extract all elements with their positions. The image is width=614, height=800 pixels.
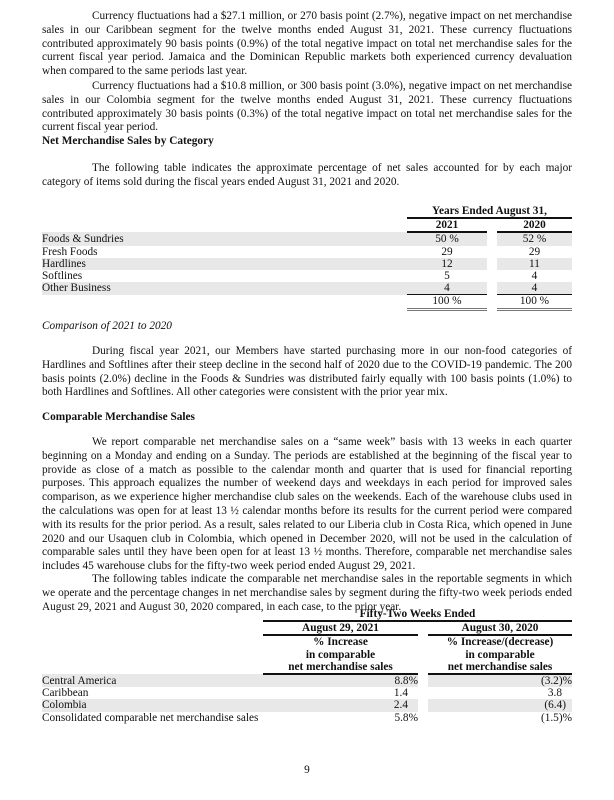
table1-col-2021: 2021: [407, 218, 487, 232]
cell: 4: [531, 270, 538, 283]
row-label: Foods & Sundries: [42, 232, 407, 245]
subheader-line: % Increase/(decrease): [446, 636, 554, 649]
table2-group-header: Fifty-Two Weeks Ended: [263, 608, 572, 621]
cell: 50 %: [407, 232, 487, 245]
paragraph-text: The following table indicates the approximate percentage of net sales accounted for by each major category of items sold during the fiscal years ended August 31, 2021 and 2020.: [42, 162, 572, 188]
table2-col-2020: August 30, 2020: [428, 621, 572, 635]
cell: 3.8: [547, 687, 562, 700]
table-row: [42, 282, 572, 295]
table-row: [42, 232, 572, 245]
subheader-line: in comparable: [305, 648, 376, 661]
subheading-comparison: Comparison of 2021 to 2020: [42, 320, 172, 332]
subheader-line: net merchandise sales: [447, 660, 553, 673]
paragraph-comparison: [42, 345, 572, 400]
row-label: Colombia: [42, 699, 263, 711]
paragraph-table-intro: [42, 162, 572, 190]
table-row: [42, 712, 572, 724]
table-row: [42, 270, 572, 282]
total-cell: 100 %: [407, 295, 487, 309]
cell: 2.4: [263, 699, 418, 711]
paragraph-text: The following tables indicate the comparable net merchandise sales in the reportable segments in which we operate and the percentage changes in net merchandise sales by segment during the fifty-two week periods ended August 29, 2021 and August 30, 2020 compared, in each case, to the prior year.: [42, 573, 572, 613]
cell: (3.2)%: [428, 674, 572, 687]
cell: 8.8%: [263, 674, 418, 687]
table-row: [42, 246, 572, 258]
row-label: Fresh Foods: [42, 245, 98, 258]
paragraph-text: Currency fluctuations had a $10.8 million, or 300 basis point (3.0%), negative impact on net merchandise sales in our Colombia segment for the twelve months ended August 31, 2021. These currency fluctuations contributed approximately 30 basis points (0.3%) of the total negative impact on total net merchandise sales for the current fiscal year period.: [42, 80, 572, 134]
cell: 5.8%: [394, 711, 418, 724]
cell: 5: [444, 270, 450, 283]
table2-col-2021: August 29, 2021: [263, 621, 418, 635]
cell: 29: [441, 245, 453, 258]
subheader-line: % Increase: [313, 636, 368, 649]
cell: 52 %: [497, 232, 572, 245]
cell: (6.4): [428, 699, 572, 711]
paragraph-text: Currency fluctuations had a $27.1 million, or 270 basis point (2.7%), negative impact on net merchandise sales in our Caribbean segment for the twelve months ended August 31, 2021. These currency fluctuations contributed approximately 90 basis points (0.9%) of the total negative impact on total net merchandise sales for the current fiscal year period. Jamaica and the Dominican Republic markets both experienced currency devaluation when compared to the same periods last year.: [42, 10, 572, 78]
page-number: 9: [304, 764, 310, 776]
heading-net-merchandise-sales-by-category: Net Merchandise Sales by Category: [42, 135, 214, 147]
cell: (1.5)%: [540, 711, 572, 724]
cell: 4: [407, 282, 487, 295]
paragraph-text: During fiscal year 2021, our Members have started purchasing more in our non-food categories of Hardlines and Softlines after their steep decline in the second half of 2020 due to the COVID-19 pandemic. The 200 basis points (2.0%) decline in the Foods & Sundries was distributed fairly equally with 100 basis points (1.0%) to both Hardlines and Softlines. All other categories were consistent with the prior year mix.: [42, 345, 572, 399]
category-sales-table: [42, 205, 572, 311]
cell: 1.4: [393, 687, 408, 700]
comparable-sales-table: [42, 608, 572, 724]
cell: 29: [528, 245, 541, 258]
row-label: Consolidated comparable net merchandise sales: [42, 711, 259, 724]
table2-subheader-2021: [263, 635, 418, 674]
table-row: [42, 687, 572, 699]
subheader-line: in comparable: [465, 648, 535, 661]
row-label: Hardlines: [42, 258, 407, 270]
table-row: [42, 699, 572, 711]
table1-col-2020: 2020: [497, 218, 572, 232]
table-row: [42, 674, 572, 687]
cell: 12: [407, 258, 487, 270]
heading-comparable-merchandise-sales: Comparable Merchandise Sales: [42, 411, 195, 423]
row-label: Other Business: [42, 282, 407, 295]
paragraph-comparable-sales: [42, 436, 572, 574]
table1-group-header: Years Ended August 31,: [407, 205, 572, 218]
paragraph-colombia-currency: [42, 80, 572, 135]
row-label: Caribbean: [42, 687, 89, 700]
total-cell: 100 %: [497, 295, 572, 309]
paragraph-caribbean-currency: [42, 10, 572, 79]
table-row: [42, 258, 572, 270]
subheader-line: net merchandise sales: [288, 660, 393, 673]
cell: 4: [497, 282, 572, 295]
table-total-row: [42, 295, 572, 309]
paragraph-text: We report comparable net merchandise sales on a “same week” basis with 13 weeks in each quarter beginning on a Monday and ending on a Sunday. The periods are established at the beginning of the fiscal year to provide as close of a match as possible to the calendar month and quarter that is used for financial reporting purposes. This approach equalizes the number of weekend days and weekdays in each period for improved sales comparison, as we experience higher merchandise club sales on the weekends. Each of the warehouse clubs used in the calculations was open for at least 13 ½ calendar months before its results for the current period were compared with its results for the prior period. As a result, sales related to our Liberia club in Costa Rica, which opened in June 2020 and our Usaquen club in Colombia, which opened in December 2020, will not be used in the calculation of comparable sales until they have been open for at least 13 ½ months. Therefore, comparable net merchandise sales includes 45 warehouse clubs for the fifty-two week period ended August 29, 2021.: [42, 436, 572, 573]
table2-subheader-2020: [428, 635, 572, 674]
row-label: Softlines: [42, 270, 83, 283]
cell: 11: [497, 258, 572, 270]
row-label: Central America: [42, 674, 263, 687]
